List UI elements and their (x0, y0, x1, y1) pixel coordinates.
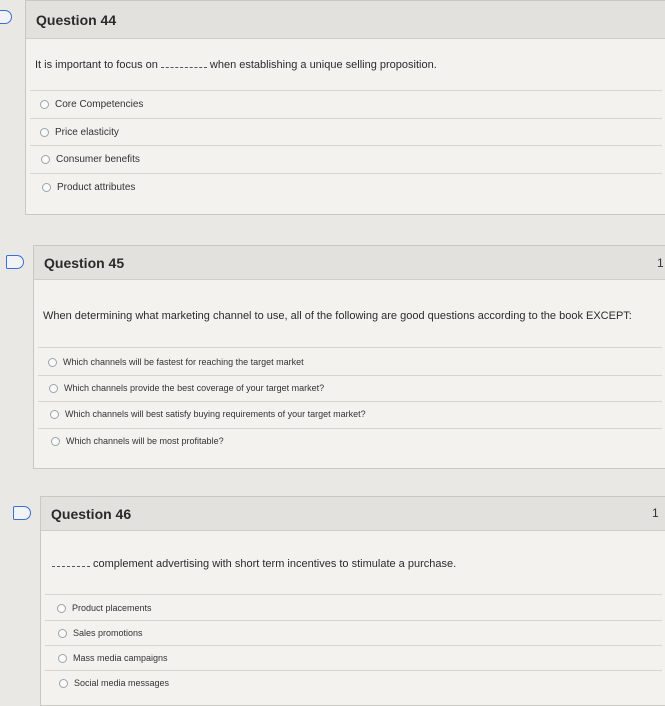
option-product-placements[interactable] (57, 603, 152, 613)
option-label: Core Competencies (55, 99, 144, 110)
radio-button[interactable] (48, 358, 57, 367)
points-value: 1 (652, 506, 659, 520)
radio-button[interactable] (42, 183, 51, 192)
option-mass-media-campaigns[interactable] (58, 653, 168, 663)
question-44-stem (35, 59, 437, 71)
option-consumer-benefits[interactable] (41, 154, 140, 165)
option-label: Price elasticity (55, 127, 119, 138)
radio-button[interactable] (40, 100, 49, 109)
option-most-profitable[interactable] (51, 436, 224, 446)
radio-button[interactable] (49, 384, 58, 393)
option-best-coverage[interactable] (49, 383, 324, 393)
option-sales-promotions[interactable] (58, 628, 143, 638)
option-buying-requirements[interactable] (50, 409, 366, 419)
option-label: Mass media campaigns (73, 653, 168, 663)
question-44-title: Question 44 (26, 1, 665, 39)
question-46-title: Question 46 (41, 497, 665, 531)
option-social-media-messages[interactable] (59, 678, 169, 688)
option-label: Which channels will best satisfy buying requirements of your target market? (65, 409, 366, 419)
fill-blank (161, 67, 207, 68)
radio-button[interactable] (51, 437, 60, 446)
radio-button[interactable] (58, 629, 67, 638)
option-product-attributes[interactable] (42, 182, 135, 193)
option-label: Social media messages (74, 678, 170, 688)
radio-button[interactable] (40, 128, 49, 137)
radio-button[interactable] (57, 604, 66, 613)
flag-icon[interactable] (6, 255, 24, 269)
option-core-competencies[interactable] (40, 99, 143, 110)
option-label: Which channels will be fastest for reaching the target market (63, 357, 304, 367)
option-label: Sales promotions (73, 628, 143, 638)
radio-button[interactable] (50, 410, 59, 419)
radio-button[interactable] (41, 155, 50, 164)
question-46-stem (52, 558, 456, 570)
question-46-panel (40, 496, 665, 706)
radio-button[interactable] (58, 654, 67, 663)
stem-text: when establishing a unique selling proposition. (209, 59, 437, 71)
flag-icon[interactable] (0, 10, 12, 24)
points-value: 1 (657, 256, 664, 270)
stem-text: It is important to focus on (35, 59, 158, 71)
option-label: Product placements (72, 603, 152, 613)
question-45-title: Question 45 (34, 246, 665, 280)
option-price-elasticity[interactable] (40, 127, 119, 138)
question-45-stem: When determining what marketing channel to use, all of the following are good questions according to the book EXCEPT: (43, 310, 632, 322)
flag-icon[interactable] (13, 506, 31, 520)
option-label: Which channels provide the best coverage of your target market? (64, 383, 325, 393)
stem-text: complement advertising with short term incentives to stimulate a purchase. (93, 558, 457, 570)
radio-button[interactable] (59, 679, 68, 688)
fill-blank (52, 566, 90, 567)
option-fastest-channel[interactable] (48, 357, 304, 367)
option-label: Consumer benefits (56, 154, 140, 165)
option-label: Product attributes (57, 182, 136, 193)
option-label: Which channels will be most profitable? (66, 436, 224, 446)
